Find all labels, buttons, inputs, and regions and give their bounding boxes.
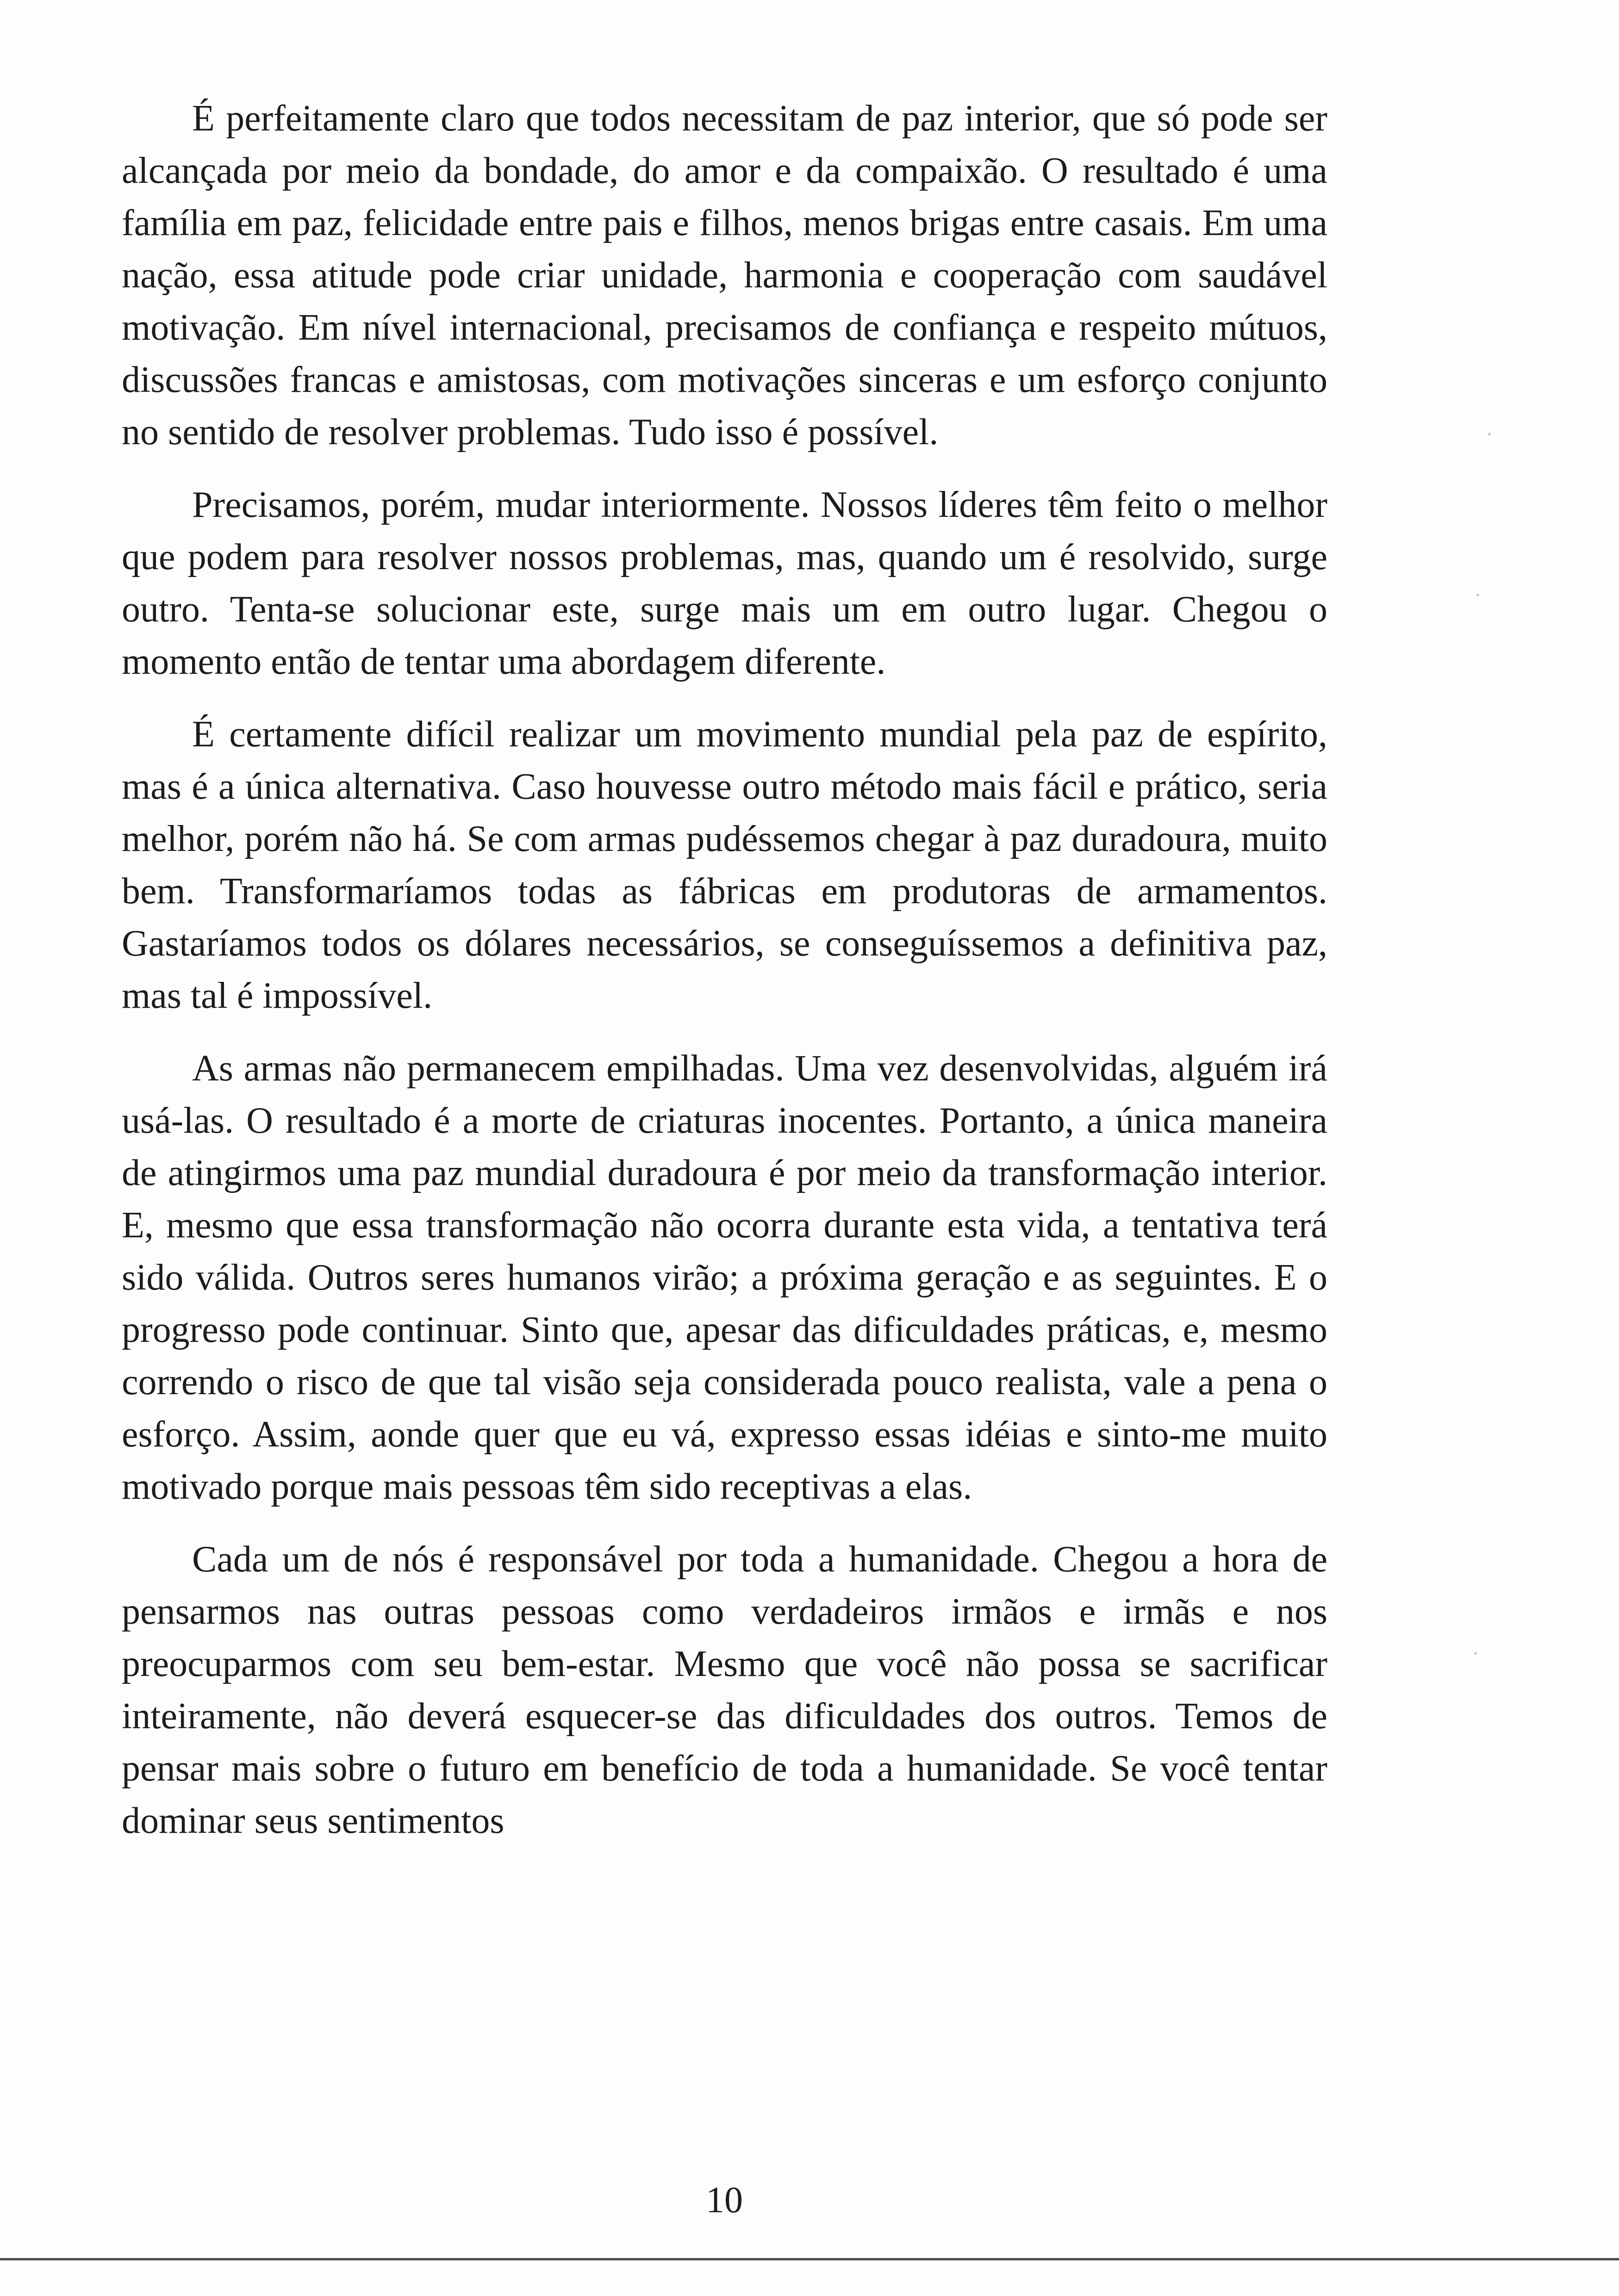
paragraph-4: As armas não permanecem empilhadas. Uma vez desenvolvidas, alguém irá usá-las. O resultado é a morte de criaturas inocentes. Portanto, a única maneira de atingirmos uma paz mundial duradoura é por meio da transformação interior. E, mesmo que essa transformação não ocorra durante esta vida, a tentativa terá sido válida. Outros seres humanos virão; a próxima geração e as seguintes. E o progresso pode continuar. Sinto que, apesar das dificuldades práticas, e, mesmo correndo o risco de que tal visão seja considerada pouco realista, vale a pena o esforço. Assim, aonde quer que eu vá, expresso essas idéias e sinto-me muito motivado porque mais pessoas têm sido receptivas a elas. (122, 1048, 1327, 1507)
scan-speck (1474, 1652, 1477, 1655)
scan-speck (1476, 594, 1479, 596)
paragraph-1: É perfeitamente claro que todos necessitam de paz interior, que só pode ser alcançada por meio da bondade, do amor e da compaixão. O resultado é uma família em paz, felicidade entre pais e filhos, menos brigas entre casais. Em uma nação, essa atitude pode criar unidade, harmonia e cooperação com saudável motivação. Em nível internacional, precisamos de confiança e respeito mútuos, discussões francas e amistosas, com motivações sinceras e um esforço conjunto no sentido de resolver problemas. Tudo isso é possível. (122, 98, 1327, 453)
paragraph-5: Cada um de nós é responsável por toda a humanidade. Chegou a hora de pensarmos nas outras pessoas como verdadeiros irmãos e irmãs e nos preocuparmos com seu bem-estar. Mesmo que você não possa se sacrificar inteiramente, não deverá esquecer-se das dificuldades dos outros. Temos de pensar mais sobre o futuro em benefício de toda a humanidade. Se você tentar dominar seus sentimentos (122, 1539, 1327, 1841)
paragraph-2: Precisamos, porém, mudar interiormente. Nossos líderes têm feito o melhor que podem para resolver nossos problemas, mas, quando um é resolvido, surge outro. Tenta-se solucionar este, surge mais um em outro lugar. Chegou o momento então de tentar uma abordagem diferente. (122, 484, 1327, 682)
scan-speck (1488, 433, 1491, 435)
page-number: 10 (706, 2180, 743, 2221)
body-text (122, 93, 1327, 1868)
scan-edge-line (0, 2258, 1619, 2260)
paragraph-3: É certamente difícil realizar um movimento mundial pela paz de espírito, mas é a única alternativa. Caso houvesse outro método mais fácil e prático, seria melhor, porém não há. Se com armas pudéssemos chegar à paz duradoura, muito bem. Transformaríamos todas as fábricas em produtoras de armamentos. Gastaríamos todos os dólares necessários, se conseguíssemos a definitiva paz, mas tal é impossível. (122, 714, 1327, 1016)
